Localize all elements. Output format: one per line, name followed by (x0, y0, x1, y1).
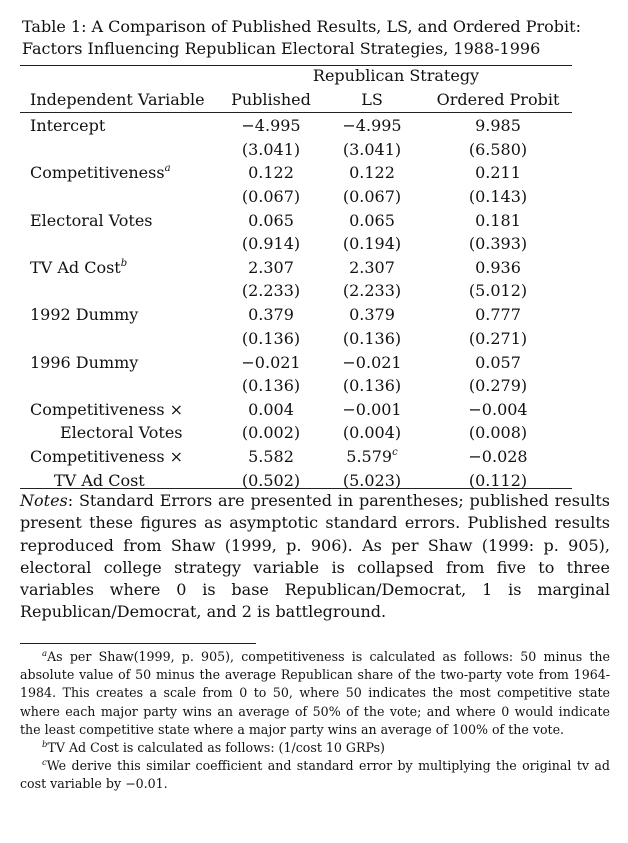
footnote-marker: c (392, 447, 398, 459)
se-ls: (0.136) (342, 328, 402, 348)
se-ordered-probit: (0.271) (468, 328, 528, 348)
se-ordered-probit: (5.012) (468, 281, 528, 301)
coef-value: −0.021 (241, 352, 301, 372)
coef-ls (349, 305, 395, 325)
caption-line-1: Table 1: A Comparison of Published Results, LS, and Ordered Probit: (22, 17, 581, 36)
se-ls: (3.041) (342, 139, 402, 159)
table-caption (22, 16, 618, 60)
se-ls: (0.004) (342, 423, 402, 443)
se-ordered-probit: (6.580) (468, 139, 528, 159)
header-rule (20, 112, 572, 113)
coef-ordered-probit (475, 353, 521, 373)
coef-ls (342, 116, 401, 136)
coef-value: 0.181 (475, 210, 521, 230)
header-independent-variable: Independent Variable (30, 90, 205, 109)
notes-text: : Standard Errors are presented in parentheses; published results present these figures as asymptotic standard errors. Published results reproduced from Shaw (1999, p. 906). As per Shaw (1999: p. 905), electoral college strategy variable is collapsed from five to three variables where 0 is base Republican/Democrat, 1 is marginal Republican/Democrat, and 2 is battleground. (20, 491, 610, 622)
coef-value: 0.936 (475, 257, 521, 277)
coef-published (248, 447, 294, 467)
row-label-text: Electoral Votes (30, 210, 153, 230)
coef-ordered-probit (475, 163, 521, 183)
row-label-continued: TV Ad Cost (54, 470, 145, 490)
row-label (30, 116, 105, 136)
header-ordered-probit: Ordered Probit (436, 90, 560, 109)
coef-published (241, 353, 300, 373)
row-label (30, 258, 127, 278)
se-published: (0.502) (241, 470, 301, 490)
footnote-a-mark: a (42, 649, 48, 659)
footnote-b-text: TV Ad Cost is calculated as follows: (1/cost 10 GRPs) (47, 740, 385, 756)
coef-published (248, 305, 294, 325)
coef-ordered-probit (468, 447, 527, 467)
coef-value: −4.995 (241, 116, 301, 135)
top-rule (20, 65, 572, 66)
coef-value: 0.211 (475, 163, 521, 183)
coef-value: 0.122 (248, 163, 294, 183)
footnote-marker: b (120, 257, 128, 269)
row-label-text: Intercept (30, 116, 106, 135)
coef-value: 0.057 (475, 352, 521, 372)
row-label (30, 305, 138, 325)
header-ls: LS (361, 90, 383, 109)
coef-published (248, 400, 294, 420)
se-published: (0.914) (241, 234, 301, 254)
se-published: (2.233) (241, 281, 301, 301)
coef-ordered-probit (475, 305, 521, 325)
coef-value: 0.065 (248, 210, 294, 230)
coef-value: 0.777 (475, 305, 521, 325)
footnote-a (20, 648, 610, 739)
row-label-text: 1992 Dummy (30, 305, 139, 325)
caption-line-2: Factors Influencing Republican Electoral Strategies, 1988-1996 (22, 39, 541, 58)
coef-ls (349, 258, 395, 278)
coef-value: −0.021 (342, 352, 402, 372)
coef-value: 0.004 (248, 399, 294, 419)
se-ordered-probit: (0.279) (468, 376, 528, 395)
notes-label: Notes (20, 491, 68, 510)
header-group: Republican Strategy (312, 66, 480, 85)
row-label-continued: Electoral Votes (60, 423, 183, 443)
se-published: (0.067) (241, 186, 301, 206)
row-label-text: 1996 Dummy (30, 352, 139, 372)
se-published: (0.136) (241, 376, 301, 395)
coef-value: −0.004 (468, 399, 528, 419)
footnote-rule (20, 643, 256, 644)
coef-ordered-probit (468, 400, 527, 420)
footnote-c (20, 757, 610, 793)
coef-ls (349, 211, 395, 231)
se-published: (0.136) (241, 328, 301, 348)
row-label-text: TV Ad Cost (30, 257, 121, 277)
coef-ordered-probit (475, 211, 521, 231)
footnote-c-mark: c (42, 758, 47, 769)
coef-value: 9.985 (475, 116, 521, 135)
coef-value: 2.307 (248, 257, 294, 277)
se-ls: (5.023) (342, 470, 402, 490)
table-notes (20, 490, 610, 624)
se-ls: (2.233) (342, 281, 402, 301)
row-label (30, 447, 183, 467)
coef-value: 0.122 (349, 163, 395, 183)
coef-value: 0.379 (349, 305, 395, 325)
coef-value: 5.579 (346, 447, 393, 467)
se-ls: (0.136) (342, 376, 402, 395)
coef-ordered-probit (475, 116, 521, 136)
se-ordered-probit: (0.143) (468, 186, 528, 206)
footnote-b (20, 739, 610, 757)
se-ordered-probit: (0.393) (468, 234, 528, 254)
coef-ls (349, 163, 395, 183)
coef-ls (342, 353, 401, 373)
header-published: Published (231, 90, 311, 109)
coef-published (241, 116, 300, 136)
row-label (30, 400, 183, 420)
row-label-text: Competitiveness × (30, 399, 184, 419)
footnote-c-text: We derive this similar coefficient and standard error by multiplying the original tv ad cost variable by −0.01. (20, 758, 610, 792)
coef-ordered-probit (475, 258, 521, 278)
coef-value: 0.379 (248, 305, 294, 325)
se-ordered-probit: (0.008) (468, 423, 528, 443)
coef-published (248, 163, 294, 183)
coef-value: −0.028 (468, 447, 528, 467)
coef-ls (342, 400, 401, 420)
coef-value: −0.001 (342, 399, 402, 419)
footnote-b-mark: b (42, 740, 48, 751)
row-label-text: Competitiveness × (30, 447, 184, 467)
footnote-marker: a (164, 163, 171, 175)
se-published: (0.002) (241, 423, 301, 443)
coef-ls (346, 447, 397, 467)
coef-value: −4.995 (342, 116, 402, 135)
footnote-a-text: As per Shaw(1999, p. 905), competitiveness is calculated as follows: 50 minus the absolute value of 50 minus the average Republican share of the two-party vote from 1964-1984. This creates a scale from 0 to 50, where 50 indicates the most competitive state where each major party wins an average of 50% of the vote; and where 0 would indicate the least competitive state where a major party wins an average of 100% of the vote. (20, 649, 610, 737)
row-label (30, 353, 138, 373)
coef-published (248, 211, 294, 231)
row-label (30, 211, 153, 231)
se-ls: (0.067) (342, 186, 402, 206)
footnotes (20, 648, 610, 794)
se-ordered-probit: (0.112) (468, 470, 528, 490)
coef-published (248, 258, 294, 278)
coef-value: 0.065 (349, 210, 395, 230)
se-ls: (0.194) (342, 234, 402, 254)
coef-value: 5.582 (248, 447, 294, 467)
coef-value: 2.307 (349, 257, 395, 277)
bottom-rule (20, 488, 572, 489)
row-label-text: Competitiveness (30, 163, 165, 183)
row-label (30, 163, 171, 183)
se-published: (3.041) (241, 139, 301, 159)
